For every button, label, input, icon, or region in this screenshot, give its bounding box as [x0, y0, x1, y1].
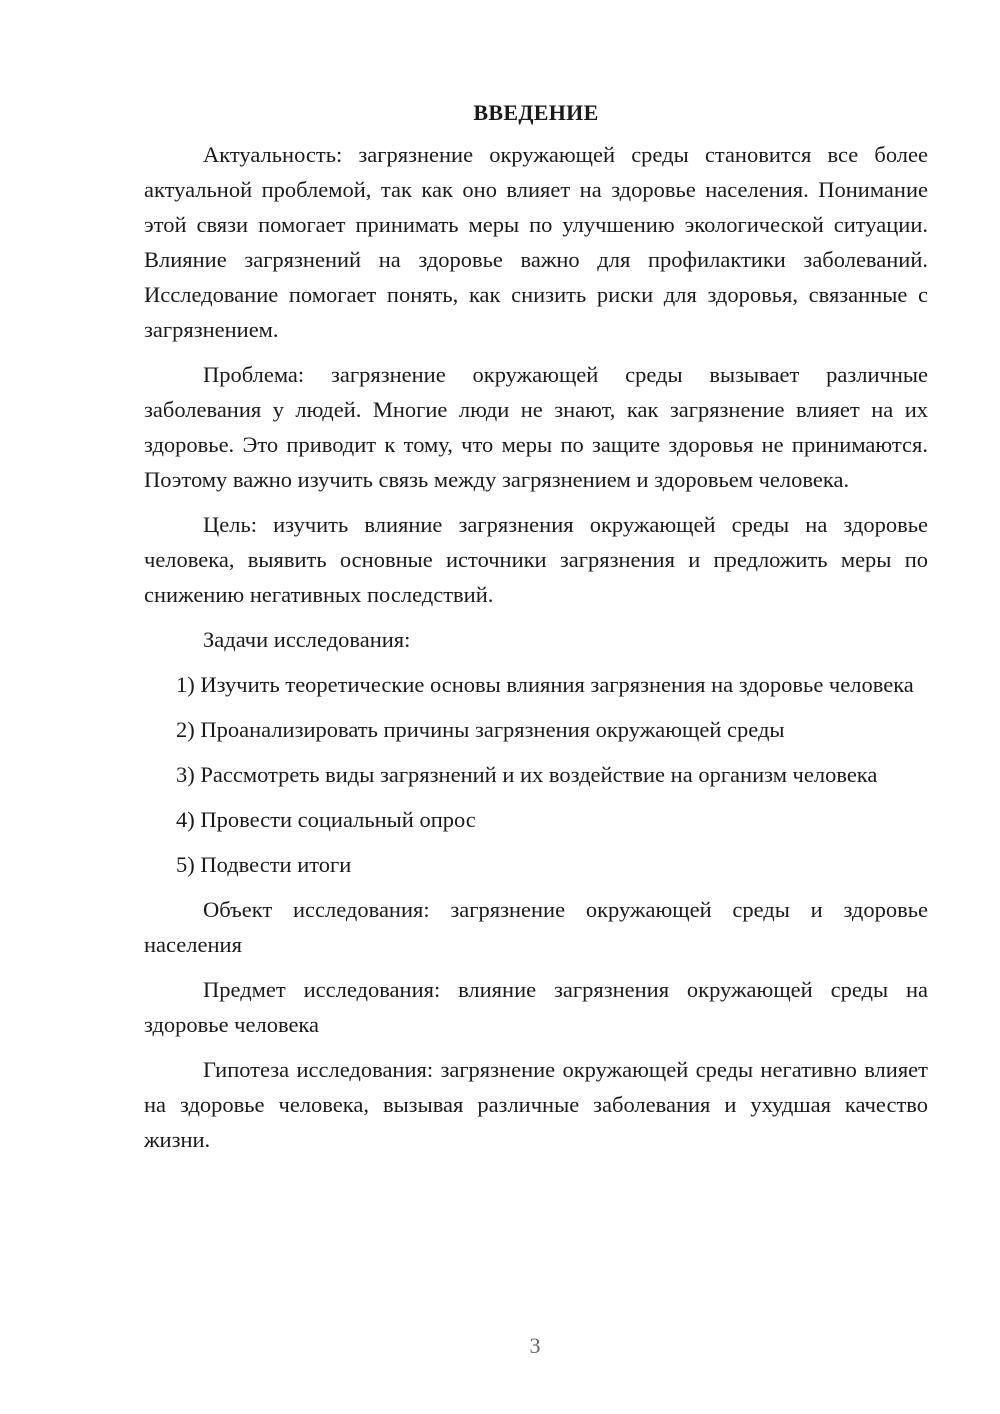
goal-paragraph: Цель: изучить влияние загрязнения окружающей среды на здоровье человека, выявить основные источники загрязнения и предложить меры по снижению негативных последствий.: [144, 512, 928, 607]
list-item: 2) Проанализировать причины загрязнения окружающей среды: [176, 717, 785, 742]
list-item: 5) Подвести итоги: [176, 852, 352, 877]
object-paragraph: Объект исследования: загрязнение окружающей среды и здоровье населения: [144, 897, 928, 957]
list-item: 4) Провести социальный опрос: [176, 807, 476, 832]
problem-paragraph: Проблема: загрязнение окружающей среды вызывает различные заболевания у людей. Многие люди не знают, как загрязнение влияет на их здоровье. Это приводит к тому, что меры по защите здоровья не принимаются. Поэтому важно изучить связь между загрязнением и здоровьем человека.: [144, 362, 928, 492]
tasks-heading: Задачи исследования:: [203, 627, 411, 652]
subject-paragraph: Предмет исследования: влияние загрязнения окружающей среды на здоровье человека: [144, 977, 928, 1037]
page-number: 3: [529, 1333, 541, 1358]
relevance-paragraph: Актуальность: загрязнение окружающей среды становится все более актуальной проблемой, так как оно влияет на здоровье населения. Понимание этой связи помогает принимать меры по улучшению экологической ситуации. Влияние загрязнений на здоровье важно для профилактики заболеваний. Исследование помогает понять, как снизить риски для здоровья, связанные с загрязнением.: [144, 142, 928, 342]
list-item: 3) Рассмотреть виды загрязнений и их воздействие на организм человека: [176, 762, 878, 787]
hypothesis-paragraph: Гипотеза исследования: загрязнение окружающей среды негативно влияет на здоровье человека, вызывая различные заболевания и ухудшая качество жизни.: [144, 1057, 928, 1152]
page-title: ВВЕДЕНИЕ: [473, 100, 599, 125]
page-content: [144, 95, 928, 1167]
list-item: 1) Изучить теоретические основы влияния загрязнения на здоровье человека: [176, 672, 914, 697]
tasks-list: [144, 667, 928, 882]
